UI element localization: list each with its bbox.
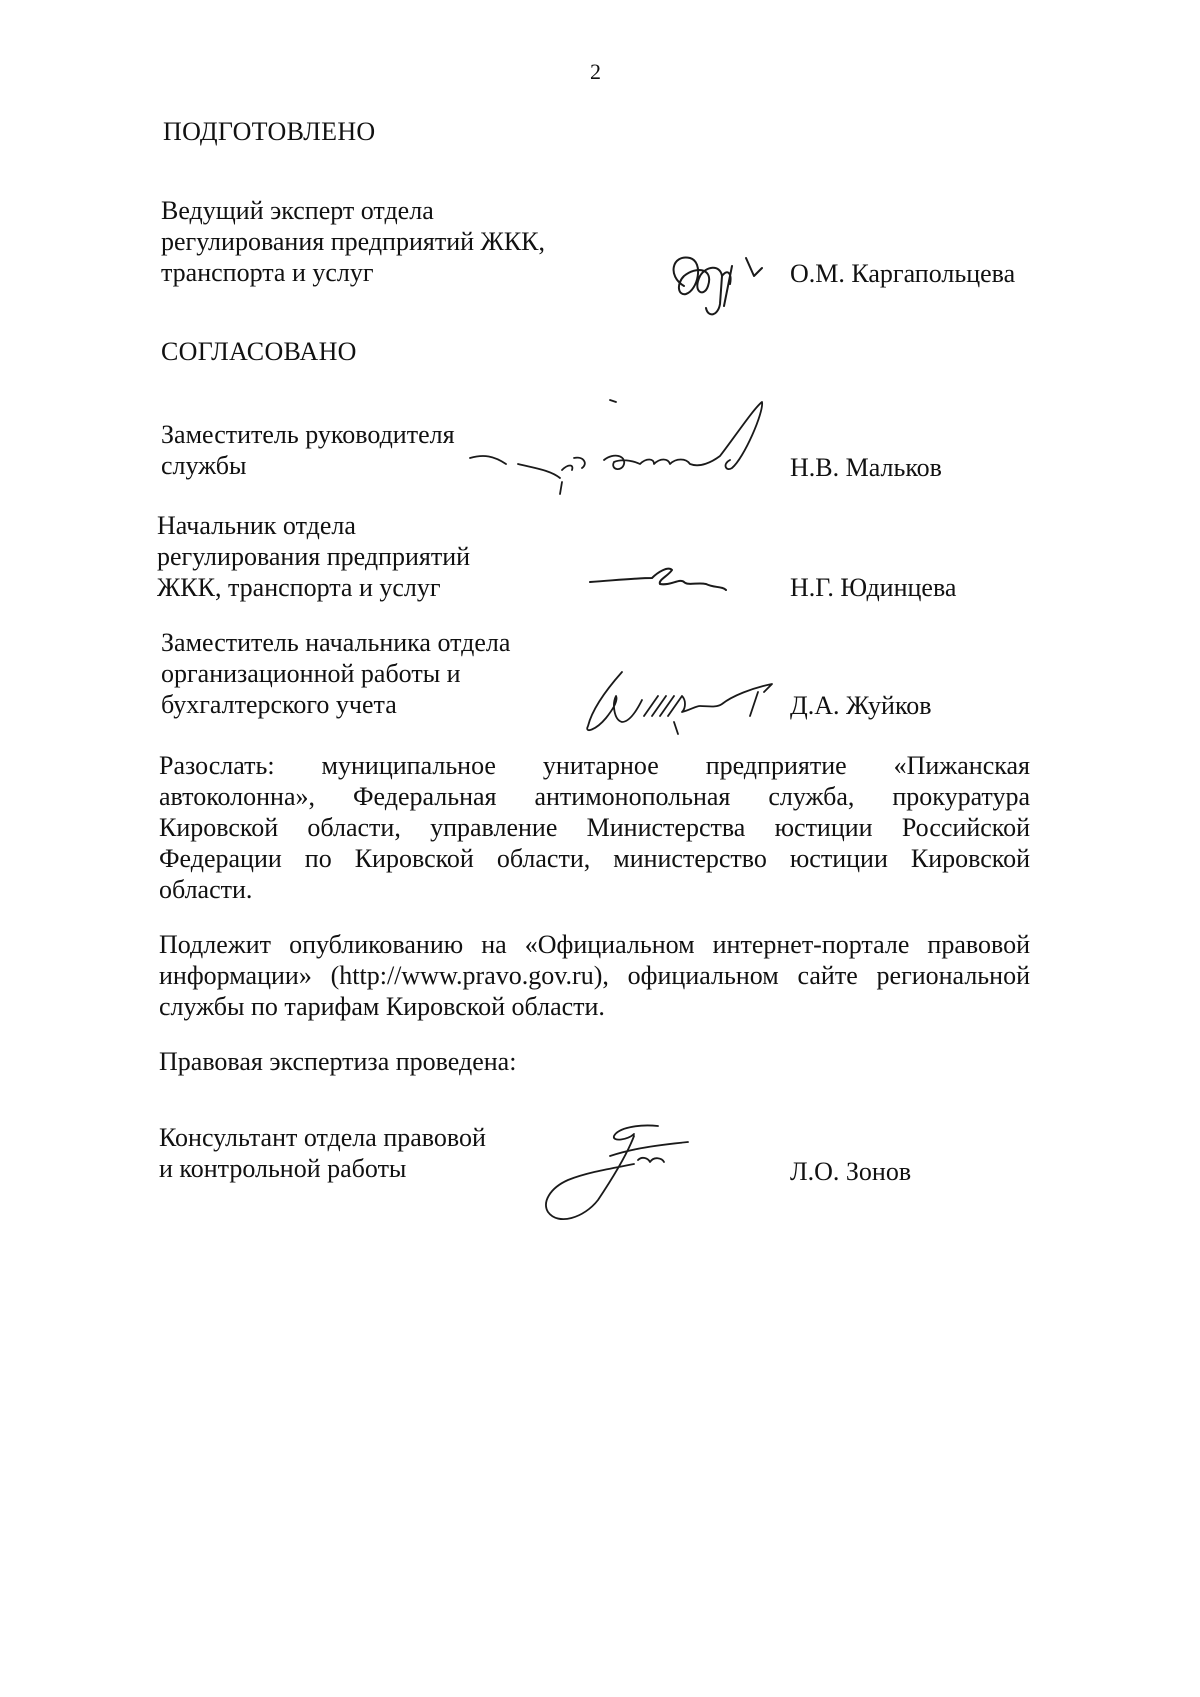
signer-name: Н.Г. Юдинцева: [790, 573, 957, 602]
signer-position: [161, 627, 510, 720]
position-line: транспорта и услуг: [161, 258, 374, 287]
signature-malkov: [464, 398, 784, 498]
position-line: регулирования предприятий: [157, 542, 471, 571]
prepared-name: О.М. Каргапольцева: [790, 259, 1016, 288]
distribution-line: области.: [159, 875, 253, 904]
position-line: службы: [161, 451, 247, 480]
position-line: Консультант отдела правовой: [159, 1123, 486, 1152]
legal-review-position: [159, 1122, 486, 1184]
position-line: Заместитель начальника отдела: [161, 628, 511, 657]
distribution-line: Кировской области, управление Министерства юстиции Российской: [159, 813, 1030, 842]
publication-line: Подлежит опубликованию на «Официальном интернет-портале правовой: [159, 930, 1030, 959]
signer-position: [157, 510, 470, 603]
legal-review-name: Л.О. Зонов: [790, 1157, 912, 1186]
distribution-line: Федерации по Кировской области, министерство юстиции Кировской: [159, 844, 1030, 873]
position-line: Заместитель руководителя: [161, 420, 455, 449]
position-line: бухгалтерского учета: [161, 690, 397, 719]
publication-paragraph: [159, 929, 1030, 1022]
distribution-line: автоколонна», Федеральная антимонопольная служба, прокуратура: [159, 782, 1030, 811]
publication-line: службы по тарифам Кировской области.: [159, 992, 605, 1021]
agreed-heading: СОГЛАСОВАНО: [161, 337, 357, 366]
signature-yudintseva: [588, 556, 738, 596]
position-line: регулирования предприятий ЖКК,: [161, 227, 546, 256]
signature-zhuikov: [582, 660, 792, 740]
position-line: организационной работы и: [161, 659, 461, 688]
distribution-paragraph: [159, 750, 1030, 905]
prepared-heading: ПОДГОТОВЛЕНО: [163, 117, 376, 146]
signature-kargapoltseva: [662, 246, 782, 326]
legal-review-heading: Правовая экспертиза проведена:: [159, 1047, 517, 1076]
signer-position: [161, 419, 455, 481]
position-line: Ведущий эксперт отдела: [161, 196, 434, 225]
page-number: 2: [590, 59, 601, 84]
signer-name: Д.А. Жуйков: [790, 691, 932, 720]
position-line: Начальник отдела: [157, 511, 356, 540]
position-line: и контрольной работы: [159, 1154, 407, 1183]
position-line: ЖКК, транспорта и услуг: [157, 573, 441, 602]
signer-name: Н.В. Мальков: [790, 453, 942, 482]
prepared-position: [161, 195, 545, 288]
publication-line: информации» (http://www.pravo.gov.ru), официальном сайте региональной: [159, 961, 1030, 990]
signature-zonov: [538, 1116, 708, 1226]
distribution-line: Разослать: муниципальное унитарное предприятие «Пижанская: [159, 751, 1030, 780]
